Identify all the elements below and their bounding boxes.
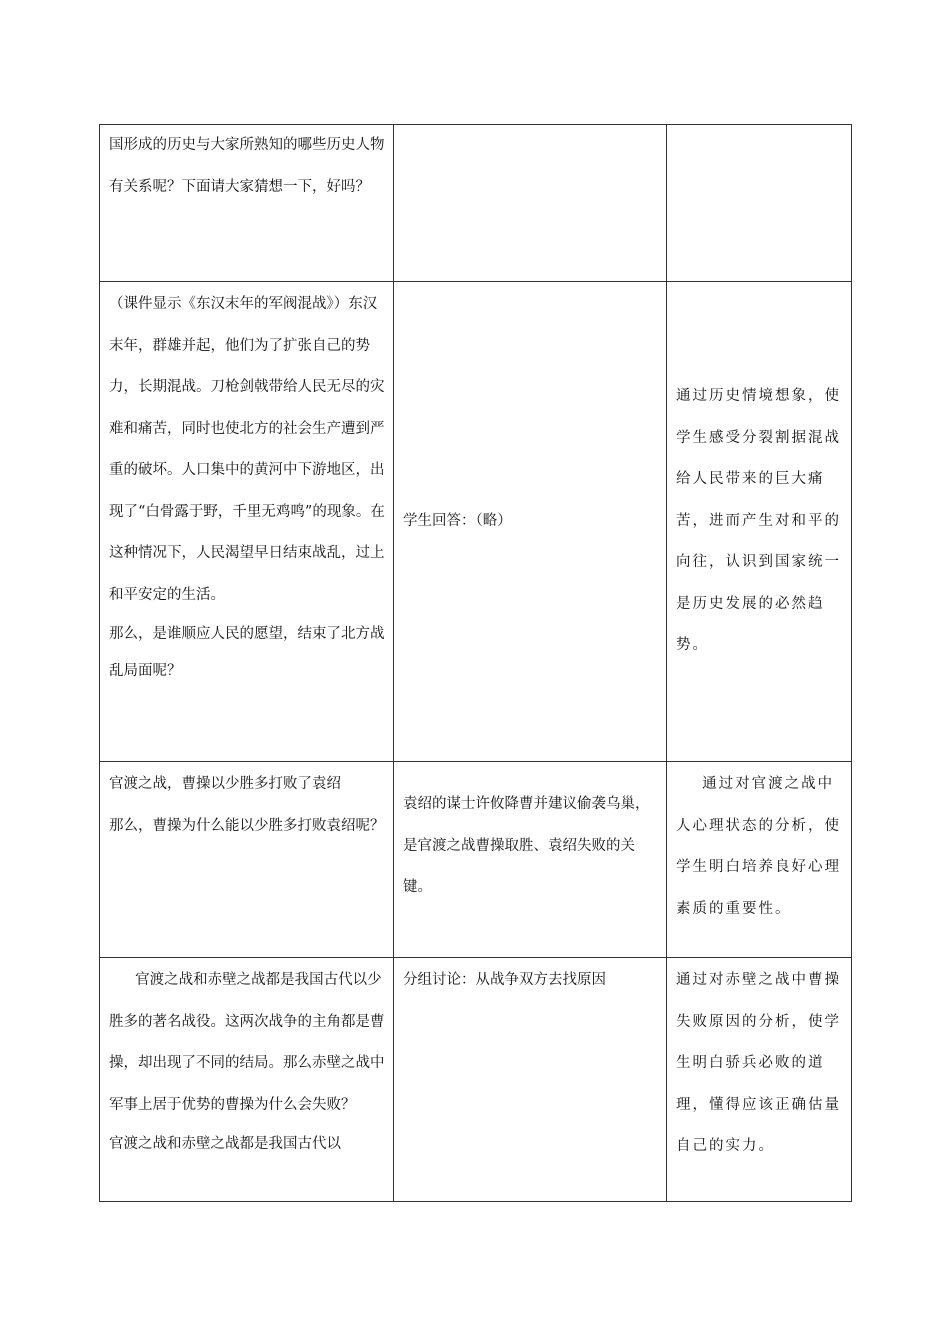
cell-paragraph: 袁绍的谋士许攸降曹并建议偷袭乌巢，是官渡之战曹操取胜、袁绍失败的关键。 bbox=[403, 796, 650, 895]
teacher-activity-cell bbox=[100, 958, 394, 1202]
cell-paragraph: 官渡之战和赤壁之战都是我国古代以少胜多的著名战役。这两次战争的主角都是曹操，却出现了不同的结局。那么赤壁之战中军事上居于优势的曹操为什么会失败？ bbox=[109, 972, 385, 1113]
table-row bbox=[100, 125, 852, 282]
table-row bbox=[100, 958, 852, 1202]
cell-paragraph: 官渡之战和赤壁之战都是我国古代以 bbox=[109, 1136, 341, 1152]
student-activity-cell bbox=[394, 958, 667, 1202]
teacher-activity-cell bbox=[100, 282, 394, 762]
design-intent-cell bbox=[667, 958, 852, 1202]
design-intent-cell bbox=[667, 282, 852, 762]
cell-paragraph: （课件显示《东汉末年的军阀混战》）东汉末年，群雄并起，他们为了扩张自己的势力，长期混战。刀枪剑戟带给人民无尽的灾难和痛苦，同时也使北方的社会生产遭到严重的破坏。人口集中的黄河中下游地区，出现了“白骨露于野，千里无鸡鸣”的现象。在这种情况下，人民渴望早日结束战乱，过上和平安定的生活。 bbox=[109, 296, 385, 603]
design-intent-cell bbox=[667, 762, 852, 958]
cell-paragraph: 那么，曹操为什么能以少胜多打败袁绍呢？ bbox=[109, 817, 385, 834]
cell-paragraph: 通过对官渡之战中人心理状态的分析，使学生明白培养良好心理素质的重要性。 bbox=[676, 776, 841, 917]
cell-paragraph: 那么，是谁顺应人民的愿望，结束了北方战乱局面呢？ bbox=[109, 626, 385, 679]
student-activity-cell bbox=[394, 125, 667, 282]
cell-paragraph: 国形成的历史与大家所熟知的哪些历史人物有关系呢？下面请大家猜想一下，好吗？ bbox=[109, 137, 385, 195]
table-row bbox=[100, 762, 852, 958]
student-activity-cell bbox=[394, 762, 667, 958]
lesson-plan-table bbox=[99, 124, 852, 1202]
teacher-activity-cell bbox=[100, 125, 394, 282]
cell-paragraph: 通过历史情境想象，使学生感受分裂割据混战给人民带来的巨大痛苦，进而产生对和平的向往，认识到国家统一是历史发展的必然趋势。 bbox=[676, 388, 841, 654]
cell-paragraph: 学生回答：（略） bbox=[403, 512, 512, 529]
cell-paragraph: 官渡之战，曹操以少胜多打败了袁绍 bbox=[109, 776, 341, 792]
cell-paragraph: 通过对赤壁之战中曹操失败原因的分析，使学生明白骄兵必败的道理，懂得应该正确估量自己的实力。 bbox=[676, 972, 841, 1154]
student-activity-cell bbox=[394, 282, 667, 762]
teacher-activity-cell bbox=[100, 762, 394, 958]
design-intent-cell bbox=[667, 125, 852, 282]
table-row bbox=[100, 282, 852, 762]
cell-paragraph: 分组讨论：从战争双方去找原因 bbox=[403, 972, 606, 988]
